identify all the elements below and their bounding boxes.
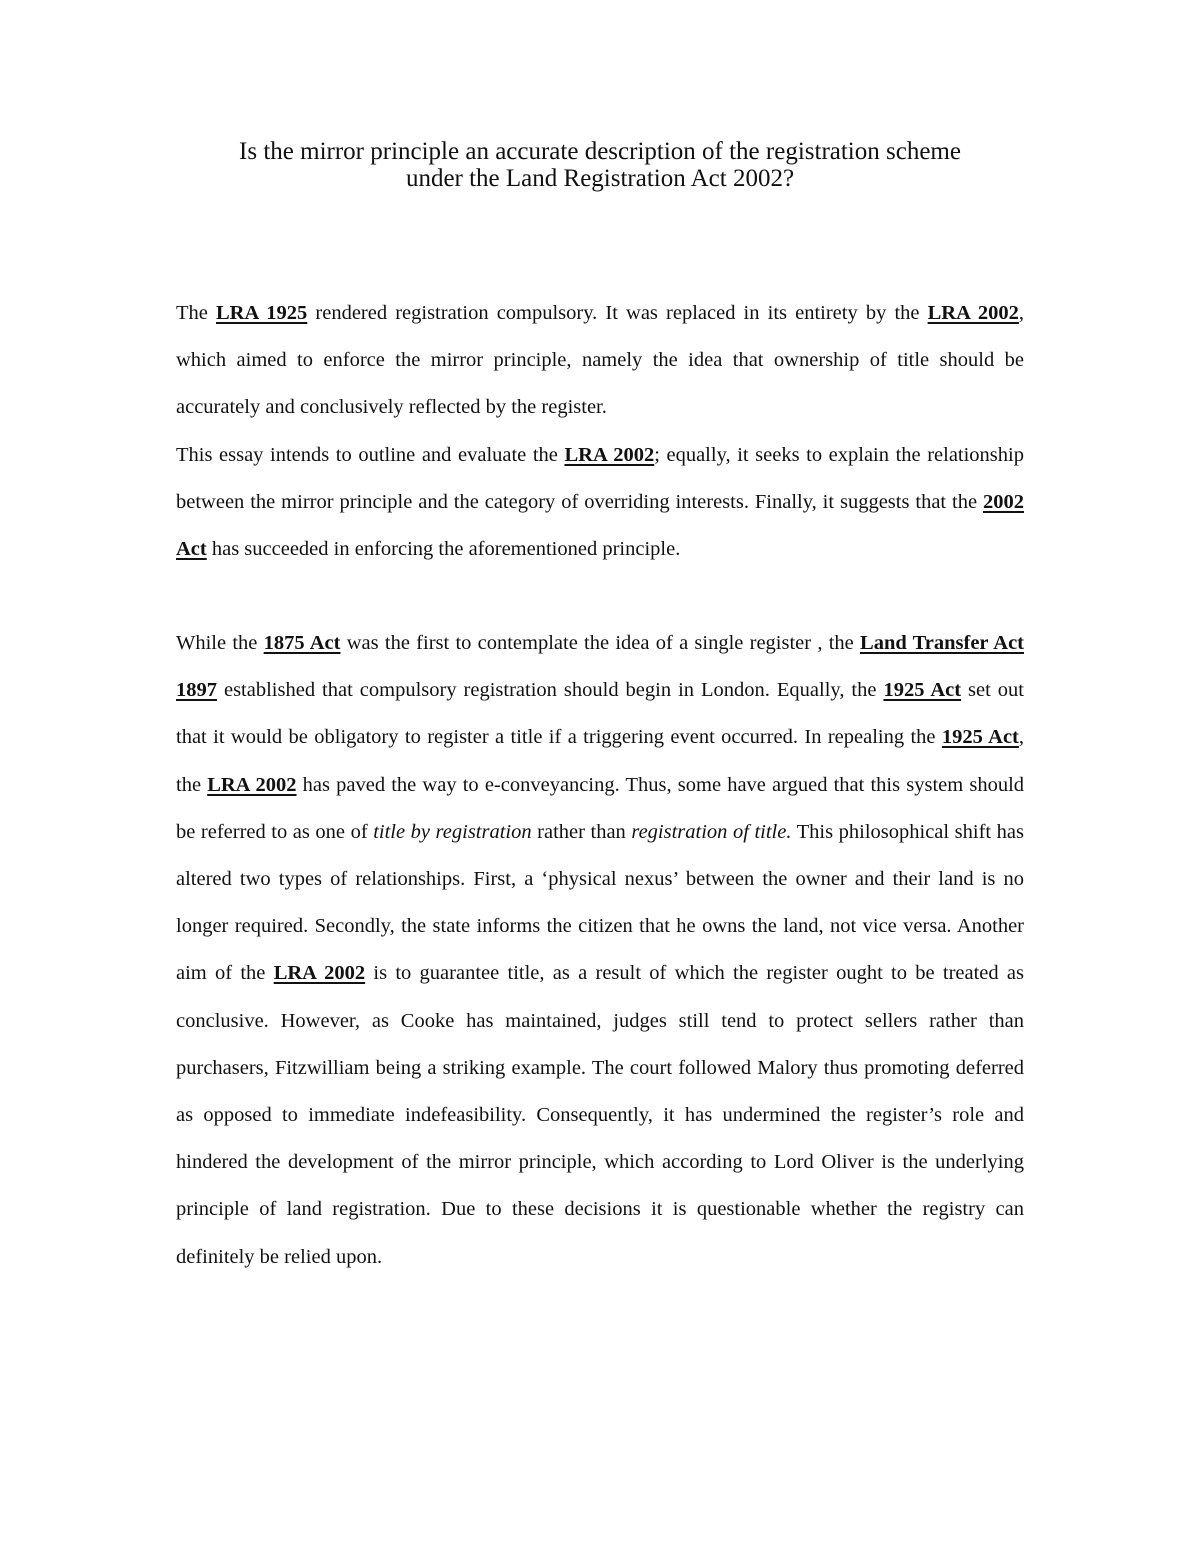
text-run: ; equally, it seeks to explain the relationship between the mirror principle and the category of overriding interests. Finally, it suggests that the	[176, 444, 1024, 514]
title-line-1: Is the mirror principle an accurate description of the registration scheme	[239, 138, 961, 165]
title-line-2: under the Land Registration Act 2002?	[405, 165, 795, 192]
text-run: is to guarantee title, as a result of which the register ought to be treated as conclusive. However, as Cooke has maintained, judges still tend to protect sellers rather than purchasers, Fitzwilliam being a striking example. The court followed Malory thus promoting deferred as opposed to immediate indefeasibility. Consequently, it has undermined the register’s role and hindered the development of the mirror principle, which according to Lord Oliver is the underlying principle of land registration. Due to these decisions it is questionable whether the registry can definitely be relied upon.	[176, 962, 1024, 1268]
text-run: was the first to contemplate the idea of a single register , the	[340, 632, 861, 654]
text-run: , which aimed to enforce the mirror principle, namely the idea that ownership of title should be accurately and conclusively reflected by the register.	[176, 302, 1025, 419]
text-run: set out that it would be obligatory to register a title if a triggering event occurred. In repealing the	[176, 679, 1024, 749]
statute-reference: 1875 Act	[263, 632, 341, 654]
statute-reference: Land Transfer Act 1897	[176, 632, 1024, 702]
text-run: has paved the way to e-conveyancing. Thus, some have argued that this system should be referred to as one of	[176, 773, 1025, 843]
text-run: This essay intends to outline and evaluate the	[176, 444, 565, 466]
statute-reference: 1925 Act	[883, 679, 962, 702]
statute-reference: 1925 Act	[941, 726, 1019, 749]
text-run: rendered registration compulsory. It was replaced in its entirety by the	[307, 302, 928, 324]
text-run: established that compulsory registration should begin in London. Equally, the	[217, 679, 884, 702]
statute-reference: LRA 2002	[273, 962, 366, 985]
document-title	[150, 138, 1050, 192]
text-run: This philosophical shift has altered two types of relationships. First, a ‘physical nexus’ between the owner and their land is no longer required. Secondly, the state informs the citizen that he owns the land, not vice versa. Another aim of the	[176, 820, 1024, 985]
paragraph-history	[176, 620, 1024, 1281]
statute-reference: LRA 2002	[927, 302, 1019, 324]
text-run: The	[176, 302, 216, 324]
statute-reference: LRA 2002	[564, 444, 655, 466]
italic-phrase: registration of title.	[631, 820, 792, 843]
paragraph-intro	[176, 290, 1024, 432]
statute-reference: LRA 2002	[207, 773, 297, 796]
text-run: While the	[176, 632, 264, 654]
text-run: rather than	[531, 820, 632, 843]
statute-reference: LRA 1925	[216, 302, 308, 324]
statute-reference: 2002 Act	[176, 491, 1024, 561]
text-run: has succeeded in enforcing the aforementioned principle.	[206, 538, 681, 561]
italic-phrase: title by registration	[373, 820, 532, 843]
paragraph-essay-outline	[176, 432, 1024, 574]
text-run: , the	[176, 726, 1024, 796]
